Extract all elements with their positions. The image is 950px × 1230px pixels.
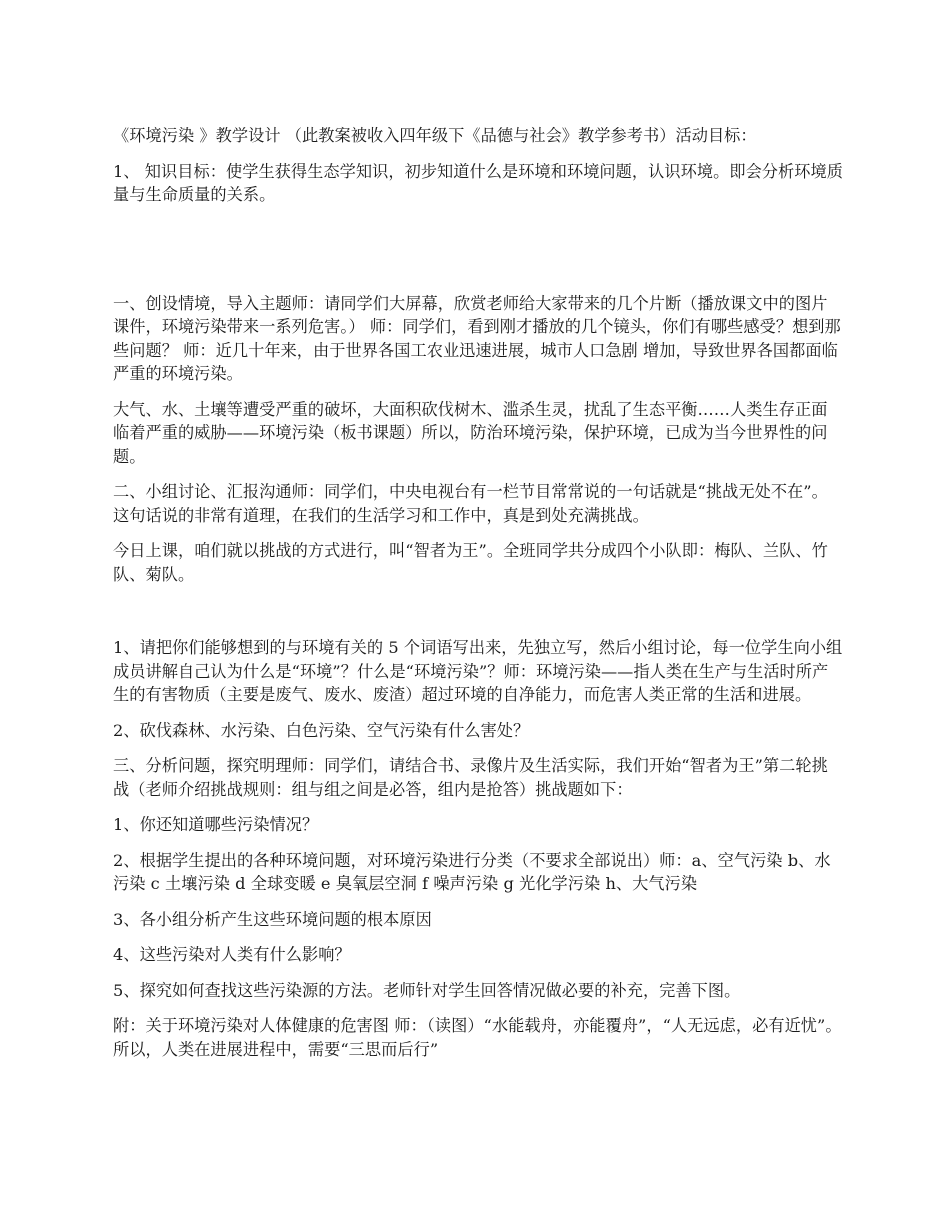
paragraph-appendix: 附：关于环境污染对人体健康的危害图 师：（读图）“水能载舟，亦能覆舟”，“人无远虑，必有近忧”。所以，人类在进展进程中，需要“三思而后行”: [113, 1016, 842, 1059]
paragraph-task-1: 1、请把你们能够想到的与环境有关的 5 个词语写出来，先独立写，然后小组讨论，每一位学生向小组成员讲解自己认为什么是“环境”？什么是“环境污染”？师：环境污染——指人类在生产与生活时所产生的有害物质（主要是废气、废水、废渣）超过环境的自净能力，而危害人类正常的生活和进展。: [113, 638, 843, 704]
blank-space: [113, 219, 843, 292]
paragraph-question-2: 2、根据学生提出的各种环境问题，对环境污染进行分类（不要求全部说出）师：a、空气污染 b、水污染 c 土壤污染 d 全球变暖 e 臭氧层空洞 f 噪声污染 g 光化学污染 h、大气污染: [113, 850, 831, 893]
paragraph-knowledge-goal: 1、 知识目标：使学生获得生态学知识，初步知道什么是环境和环境问题，认识环境。即会分析环境质量与生命质量的关系。: [113, 161, 843, 204]
paragraph-title: 《环境污染 》教学设计 （此教案被收入四年级下《品德与社会》教学参考书）活动目标：: [113, 126, 757, 145]
paragraph-section-2: 二、小组讨论、汇报沟通师：同学们，中央电视台有一栏节目常常说的一句话就是“挑战无处不在”。这句话说的非常有道理，在我们的生活学习和工作中，真是到处充满挑战。: [113, 482, 828, 525]
paragraph-section-3: 三、分析问题，探究明理师：同学们，请结合书、录像片及生活实际，我们开始“智者为王”第二轮挑战（老师介绍挑战规则：组与组之间是必答，组内是抢答）挑战题如下：: [113, 756, 828, 799]
paragraph-task-2: 2、砍伐森林、水污染、白色污染、空气污染有什么害处？: [113, 720, 530, 740]
paragraph-question-3: 3、各小组分析产生这些环境问题的根本原因: [113, 909, 432, 929]
paragraph-question-5: 5、探究如何查找这些污染源的方法。老师针对学生回答情况做必要的补充，完善下图。: [113, 980, 741, 1000]
document-page: [113, 124, 843, 1073]
blank-space: [113, 598, 843, 636]
paragraph-pollution-threat: 大气、水、土壤等遭受严重的破坏，大面积砍伐树木、滥杀生灵，扰乱了生态平衡……人类生存正面临着严重的威胁——环境污染（板书课题）所以，防治环境污染，保护环境，已成为当今世界性的问题。: [113, 399, 828, 466]
paragraph-game-intro: 今日上课，咱们就以挑战的方式进行，叫“智者为王”。全班同学共分成四个小队即：梅队、兰队、竹队、菊队。: [113, 541, 828, 584]
paragraph-section-1: 一、创设情境，导入主题师：请同学们大屏幕，欣赏老师给大家带来的几个片断（播放课文中的图片课件，环境污染带来一系列危害。） 师：同学们，看到刚才播放的几个镜头，你们有哪些感受？想到那些问题？ 师：近几十年来，由于世界各国工农业迅速进展，城市人口急剧 增加，导致世界各国都面临严重的环境污染。: [113, 293, 841, 383]
paragraph-question-4: 4、这些污染对人类有什么影响？: [113, 945, 351, 964]
paragraph-question-1: 1、你还知道哪些污染情况？: [113, 815, 319, 834]
